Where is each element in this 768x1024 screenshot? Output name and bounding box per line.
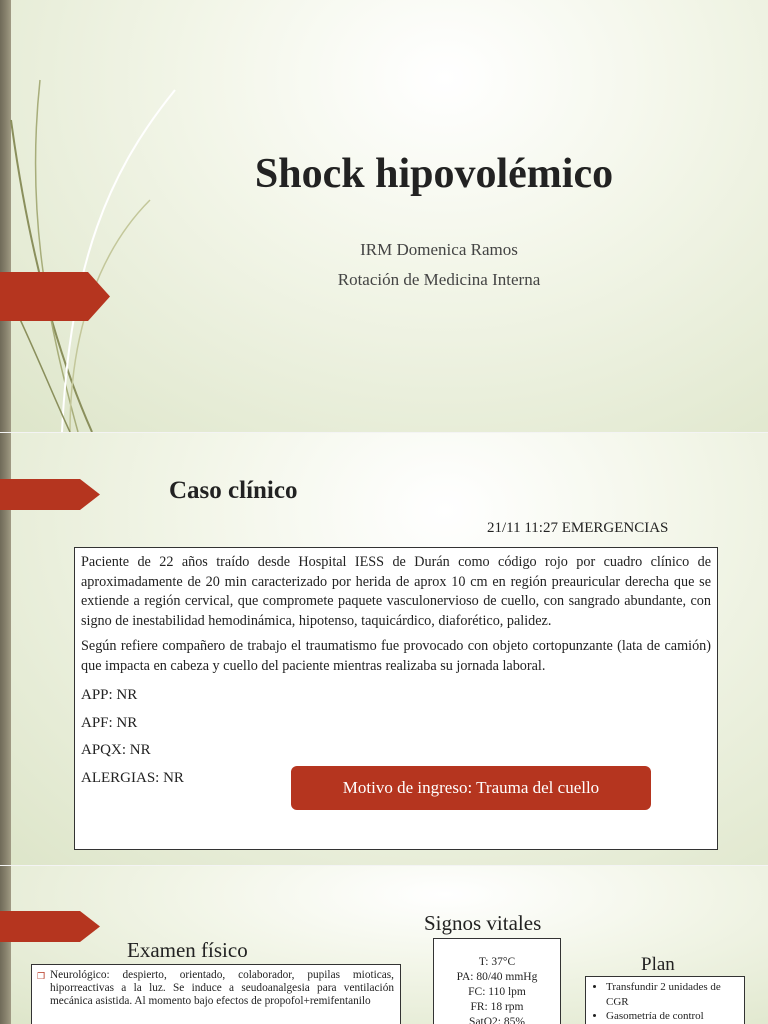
vital-respiratory-rate: FR: 18 rpm [470, 1001, 524, 1013]
exam-slide[interactable] [0, 866, 768, 1024]
author-name: IRM Domenica Ramos [360, 240, 518, 259]
vital-blood-pressure: PA: 80/40 mmHg [456, 971, 538, 983]
history-app: APP: NR [81, 687, 138, 703]
vitals-title: Signos vitales [424, 911, 542, 935]
accent-arrow [0, 479, 100, 510]
exam-text: Neurológico: despierto, orientado, colaborador, pupilas mioticas, hiporreactivas a la luz. Se induce a seudoanalgesia para ventilación mecánica asistida. Al momento bajo efectos de propofol+remifentanilo [50, 969, 394, 1007]
slide-edge-bar [0, 866, 11, 1024]
history-apf: APF: NR [81, 714, 138, 731]
title-slide[interactable] [0, 0, 768, 432]
case-slide[interactable] [0, 433, 768, 865]
vital-temperature: T: 37°C [478, 956, 516, 968]
presentation-title: Shock hipovolémico [254, 151, 614, 197]
rotation-name: Rotación de Medicina Interna [337, 270, 541, 289]
case-title: Caso clínico [169, 477, 298, 504]
admission-reason-callout: Motivo de ingreso: Trauma del cuello [291, 766, 651, 810]
case-timestamp: 21/11 11:27 EMERGENCIAS [487, 520, 669, 536]
plan-box [585, 976, 745, 1024]
vitals-box [433, 938, 561, 1024]
history-apqx: APQX: NR [81, 742, 151, 758]
accent-arrow [0, 272, 110, 321]
bullet-icon: ❒ [37, 971, 46, 981]
exam-title: Examen físico [127, 938, 248, 962]
plan-item: • Gasometría de control [606, 1009, 740, 1024]
vital-oxygen-saturation: SatO2: 85% [469, 1016, 525, 1024]
plan-item: • Transfundir 2 unidades de CGR [606, 980, 740, 1009]
case-paragraph-2: Según refiere compañero de trabajo el traumatismo fue provocado con objeto cortopunzante (lata de camión) que impacta en cabeza y cuello del paciente mientras realizaba su jornada laboral. [81, 638, 711, 674]
decorative-curves [0, 0, 200, 432]
case-paragraph-1: Paciente de 22 años traído desde Hospital IESS de Durán como código rojo por cuadro clínico de aproximadamente de 20 min caracterizado por herida de aprox 10 cm en región preauricular derecha que se extiende a región cervical, que compromete paquete vasculonervioso de cuello, con sangrado abundante, con signo de inestabilidad hemodinámica, hipotenso, taquicárdico, diaforético, palidez. [81, 554, 711, 629]
exam-box [31, 964, 401, 1024]
plan-title: Plan [641, 954, 675, 975]
vital-heart-rate: FC: 110 lpm [468, 986, 526, 998]
history-allergies: ALERGIAS: NR [81, 769, 184, 786]
accent-arrow [0, 911, 100, 942]
